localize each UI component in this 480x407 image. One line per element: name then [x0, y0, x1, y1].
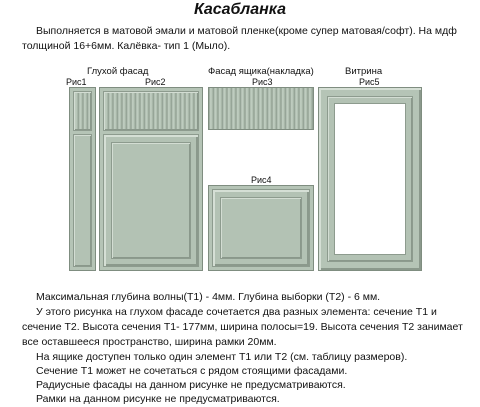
figure-label-4: Рис4 — [251, 175, 272, 185]
note-1: Максимальная глубина волны(Т1) - 4мм. Глубина выборки (Т2) - 6 мм. — [36, 291, 381, 303]
figure-4-center-panel — [220, 197, 302, 259]
figure-1-facade — [69, 87, 96, 271]
group-label-drawer: Фасад ящика(накладка) — [208, 66, 314, 77]
figure-4-drawer-frame — [208, 185, 314, 271]
group-label-solid: Глухой фасад — [87, 66, 149, 77]
figure-1-frame-panel — [73, 134, 92, 267]
figure-3-drawer-wave — [208, 87, 314, 130]
figure-label-1: Рис1 — [66, 77, 87, 87]
figure-1-wave-section — [73, 91, 92, 131]
group-label-vitrine: Витрина — [345, 66, 383, 77]
page-title: Касабланка — [194, 1, 286, 18]
note-5: Радиусные фасады на данном рисунке не предусматриваются. — [36, 379, 346, 391]
figure-2-center-panel — [111, 142, 191, 259]
figure-label-5: Рис5 — [359, 77, 380, 87]
note-6: Рамки на данном рисунке не предусматриваются. — [36, 393, 280, 405]
figure-2-facade — [99, 87, 203, 271]
figure-5-glass — [334, 103, 406, 255]
figure-label-2: Рис2 — [145, 77, 166, 87]
figure-4-frame — [212, 189, 310, 267]
figure-2-frame-panel — [103, 134, 199, 267]
figure-5-vitrine — [318, 87, 422, 271]
figure-2-wave-section — [103, 91, 199, 131]
figure-5-inner-frame — [327, 96, 413, 262]
note-2: У этого рисунка на глухом фасаде сочетается два разных элемента: сечение Т1 и сечение Т2. Высота сечения Т1- 177мм, ширина полосы=19. Высота сечения Т2 занимает все оставшееся пространство, ширина рамки 20мм. — [22, 306, 463, 348]
note-4: Сечение Т1 может не сочетаться с рядом стоящими фасадами. — [36, 365, 348, 377]
note-3: На ящике доступен только один элемент Т1 или Т2 (см. таблицу размеров). — [36, 351, 408, 363]
figure-label-3: Рис3 — [252, 77, 273, 87]
intro-text: Выполняется в матовой эмали и матовой пленке(кроме супер матовая/софт). На мдф толщиной 16+6мм. Калёвка- тип 1 (Мыло). — [22, 25, 457, 52]
